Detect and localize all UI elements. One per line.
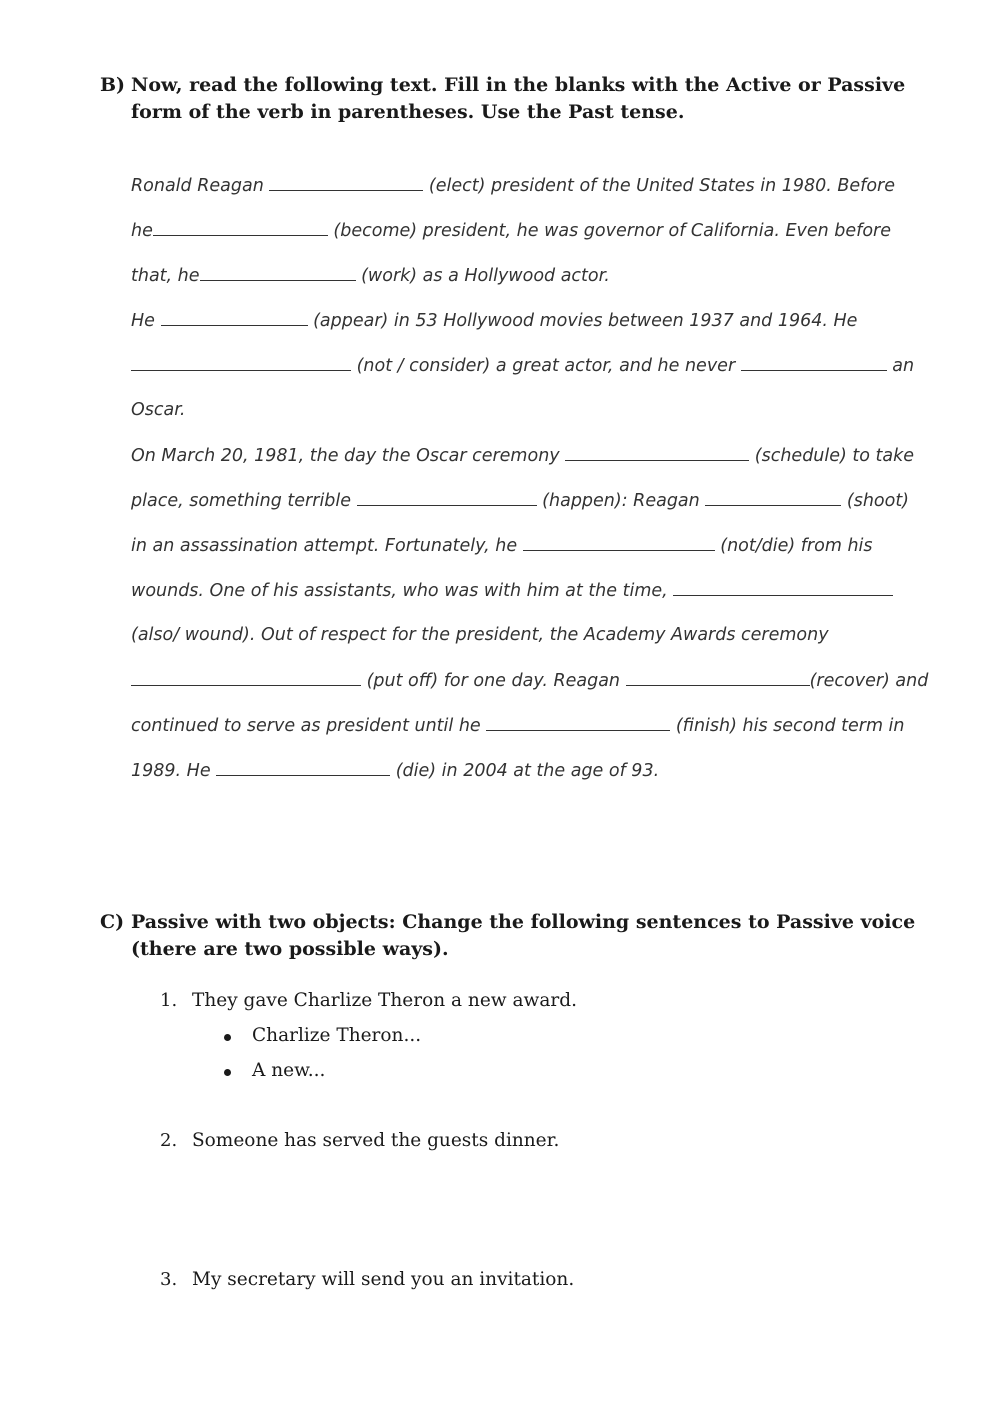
section-c-heading	[100, 909, 960, 963]
answer-blank[interactable]	[161, 308, 308, 326]
item-number: 3.	[160, 1269, 178, 1290]
bullet-icon	[224, 1069, 231, 1076]
passage-line: that, he (work) as a Hollywood actor.	[131, 263, 610, 288]
answer-blank[interactable]	[626, 668, 810, 686]
bullet-prompt: Charlize Theron...	[252, 1025, 422, 1046]
answer-blank[interactable]	[131, 668, 361, 686]
passage-line: he (become) president, he was governor of California. Even before	[131, 218, 891, 243]
item-sentence: My secretary will send you an invitation.	[192, 1269, 575, 1290]
answer-blank[interactable]	[523, 533, 715, 551]
answer-blank[interactable]	[153, 218, 328, 236]
passage-line: (put off) for one day. Reagan (recover) and	[131, 668, 928, 693]
bullet-icon	[224, 1034, 231, 1041]
section-b-letter: B)	[100, 74, 126, 96]
bullet-prompt: A new...	[252, 1060, 326, 1081]
answer-blank[interactable]	[131, 353, 351, 371]
passage-line: (not / consider) a great actor, and he never an	[131, 353, 914, 378]
passage-line: (also/ wound). Out of respect for the president, the Academy Awards ceremony	[131, 625, 829, 645]
section-c-letter: C)	[100, 911, 125, 933]
passage-line: 1989. He (die) in 2004 at the age of 93.	[131, 758, 659, 783]
answer-blank[interactable]	[486, 713, 670, 731]
item-sentence: Someone has served the guests dinner.	[192, 1130, 560, 1151]
section-b-heading	[100, 72, 960, 126]
answer-blank[interactable]	[705, 488, 841, 506]
passage-line: wounds. One of his assistants, who was with him at the time,	[131, 578, 893, 603]
answer-blank[interactable]	[216, 758, 390, 776]
passage-line: continued to serve as president until he (finish) his second term in	[131, 713, 905, 738]
section-c-instruction: Passive with two objects: Change the following sentences to Passive voice (there are two possible ways).	[131, 911, 916, 960]
answer-blank[interactable]	[565, 443, 749, 461]
answer-blank[interactable]	[741, 353, 887, 371]
passage-line: Oscar.	[131, 400, 186, 420]
answer-blank[interactable]	[269, 173, 423, 191]
passage-line: place, something terrible (happen): Reagan (shoot)	[131, 488, 909, 513]
section-b-instruction: Now, read the following text. Fill in the blanks with the Active or Passive form of the verb in parentheses. Use the Past tense.	[131, 74, 906, 123]
passage-line: in an assassination attempt. Fortunately, he (not/die) from his	[131, 533, 873, 558]
passage-line: Ronald Reagan (elect) president of the United States in 1980. Before	[131, 173, 895, 198]
item-sentence: They gave Charlize Theron a new award.	[192, 990, 577, 1011]
answer-blank[interactable]	[200, 263, 356, 281]
passage-line: He (appear) in 53 Hollywood movies between 1937 and 1964. He	[131, 308, 857, 333]
item-number: 2.	[160, 1130, 178, 1151]
item-number: 1.	[160, 990, 178, 1011]
passage-line: On March 20, 1981, the day the Oscar ceremony (schedule) to take	[131, 443, 914, 468]
answer-blank[interactable]	[673, 578, 893, 596]
answer-blank[interactable]	[357, 488, 537, 506]
